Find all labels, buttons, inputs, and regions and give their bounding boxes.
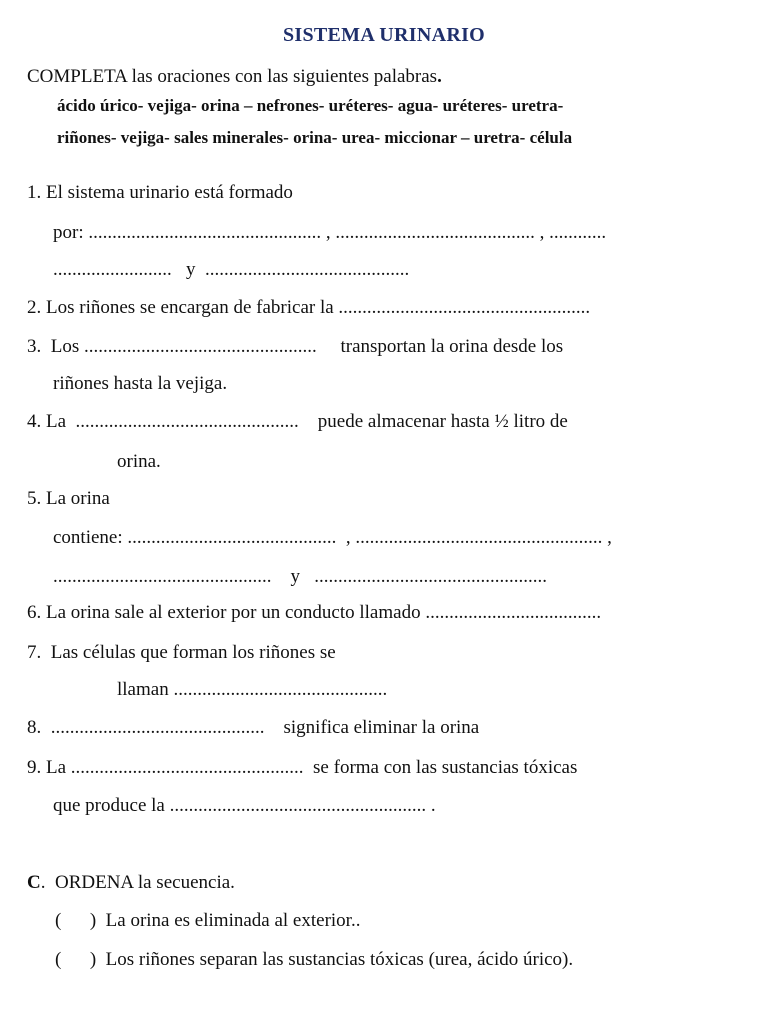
section-c-heading [27,871,235,895]
section-c-letter: C [27,872,41,893]
sequence-item-2: ( ) Los riñones separan las sustancias tóxicas (urea, ácido úrico). [55,949,574,970]
sequence-item-1: ( ) La orina es eliminada al exterior.. [55,910,361,931]
question-3-line-2: riñones hasta la vejiga. [53,373,228,394]
question-8: 8. ............................................. significa eliminar la orina [27,717,480,738]
question-3-line-1: 3. Los ................................................. transportan la orina desde los [27,336,564,357]
question-5-line-1: 5. La orina [27,488,110,509]
instruction [27,65,442,89]
question-7-line-1: 7. Las células que forman los riñones se [27,642,336,663]
question-4-line-2: orina. [117,451,161,472]
question-4-line-1: 4. La ............................................... puede almacenar hasta ½ litro de [27,411,568,432]
section-c-title: . ORDENA la secuencia. [40,872,235,893]
page-title: SISTEMA URINARIO [282,24,486,46]
question-6: 6. La orina sale al exterior por un conducto llamado ..................................... [27,602,602,623]
word-bank-line-1: ácido úrico- vejiga- orina – nefrones- uréteres- agua- uréteres- uretra- [57,96,564,115]
instruction-period: . [437,66,442,87]
question-9-line-2: que produce la ...................................................... . [53,795,436,816]
question-7-line-2: llaman ............................................. [117,679,388,700]
question-1-line-3: ......................... y ........................................... [53,259,410,280]
word-bank-line-2: riñones- vejiga- sales minerales- orina- urea- miccionar – uretra- célula [57,128,573,147]
instruction-text: COMPLETA las oraciones con las siguientes palabras [27,66,438,87]
question-9-line-1: 9. La ................................................. se forma con las sustancias tóxicas [27,757,578,778]
question-1-line-1: 1. El sistema urinario está formado [27,182,293,203]
question-1-line-2: por: ................................................. , .......................................... , ............ [53,222,607,243]
question-5-line-2: contiene: ............................................ , .................................................... , [53,527,612,548]
question-5-line-3: .............................................. y ................................................. [53,566,547,587]
question-2: 2. Los riñones se encargan de fabricar la ..................................................... [27,297,591,318]
